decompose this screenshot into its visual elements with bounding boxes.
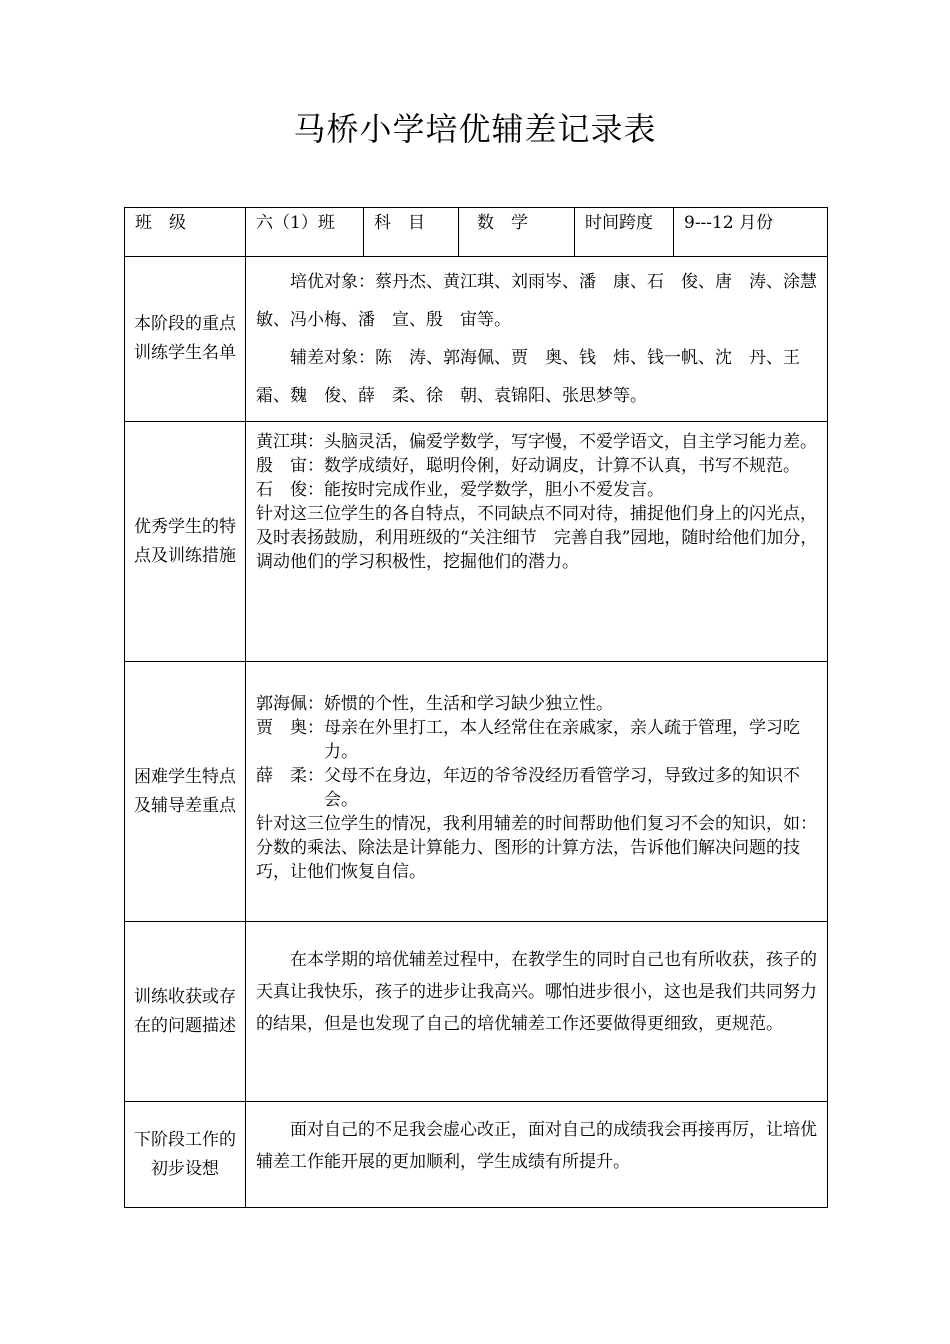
- excellent-content: [246, 422, 828, 662]
- class-label: 班 级: [125, 208, 246, 257]
- difficult-content: [246, 662, 828, 922]
- trait-item: [256, 764, 819, 812]
- page-title: 马桥小学培优辅差记录表: [293, 110, 657, 148]
- header-row: [125, 208, 828, 257]
- difficult-label: 困难学生特点及辅导差重点: [125, 662, 246, 922]
- trait-item: [256, 454, 819, 478]
- trait-item: [256, 430, 819, 454]
- student-name: 薛 柔：: [256, 766, 324, 786]
- student-trait: 数学成绩好，聪明伶俐，好动调皮，计算不认真，书写不规范。: [324, 456, 800, 476]
- student-name: 殷 宙：: [256, 456, 324, 476]
- student-name: 郭海佩：: [256, 694, 324, 714]
- student-trait: 头脑灵活，偏爱学数学，写字慢，不爱学语文，自主学习能力差。: [324, 432, 817, 452]
- subject-value: 数 学: [459, 208, 575, 257]
- students-content: [246, 257, 828, 422]
- students-row: [125, 257, 828, 422]
- record-table: [124, 207, 828, 1208]
- student-trait: 娇惯的个性，生活和学习缺少独立性。: [324, 694, 613, 714]
- trait-item: [256, 692, 819, 716]
- students-label: 本阶段的重点训练学生名单: [125, 257, 246, 422]
- gains-content: [246, 922, 828, 1102]
- time-value: 9---12 月份: [674, 208, 828, 257]
- excellent-measure: 针对这三位学生的各自特点，不同缺点不同对待，捕捉他们身上的闪光点，及时表扬鼓励，利用班级的“关注细节 完善自我”园地，随时给他们加分，调动他们的学习积极性，挖掘他们的潜力。: [256, 504, 818, 572]
- gains-text: 在本学期的培优辅差过程中，在教学生的同时自己也有所收获，孩子的天真让我快乐，孩子的进步让我高兴。哪怕进步很小，这也是我们共同努力的结果，但是也发现了自己的培优辅差工作还要做得更细致，更规范。: [256, 950, 817, 1034]
- subject-label: 科 目: [364, 208, 459, 257]
- difficult-measure: 针对这三位学生的情况，我利用辅差的时间帮助他们复习不会的知识，如：分数的乘法、除法是计算能力、图形的计算方法，告诉他们解决问题的技巧，让他们恢复自信。: [256, 814, 817, 882]
- plan-text: 面对自己的不足我会虚心改正，面对自己的成绩我会再接再厉，让培优辅差工作能开展的更加顺利，学生成绩有所提升。: [256, 1120, 817, 1172]
- weak-list: 辅差对象：陈 涛、郭海佩、贾 奥、钱 炜、钱一帆、沈 丹、王 霜、魏 俊、薛 柔、徐 朝、袁锦阳、张思梦等。: [256, 348, 817, 406]
- student-name: 黄江琪：: [256, 432, 324, 452]
- excellent-row: [125, 422, 828, 662]
- plan-content: [246, 1102, 828, 1208]
- student-trait: 能按时完成作业，爱学数学，胆小不爱发言。: [324, 480, 664, 500]
- student-trait: 母亲在外里打工，本人经常住在亲戚家，亲人疏于管理，学习吃力。: [324, 718, 800, 762]
- student-name: 贾 奥：: [256, 718, 324, 738]
- gains-label: 训练收获或存在的问题描述: [125, 922, 246, 1102]
- trait-item: [256, 716, 819, 764]
- plan-label: 下阶段工作的初步设想: [125, 1102, 246, 1208]
- excellent-label: 优秀学生的特点及训练措施: [125, 422, 246, 662]
- time-label: 时间跨度: [575, 208, 674, 257]
- difficult-row: [125, 662, 828, 922]
- plan-row: [125, 1102, 828, 1208]
- excellent-list: 培优对象：蔡丹杰、黄江琪、刘雨岑、潘 康、石 俊、唐 涛、涂慧敏、冯小梅、潘 宣、殷 宙等。: [256, 272, 817, 330]
- student-name: 石 俊：: [256, 480, 324, 500]
- class-value: 六（1）班: [246, 208, 364, 257]
- trait-item: [256, 478, 819, 502]
- student-trait: 父母不在身边，年迈的爷爷没经历看管学习，导致过多的知识不会。: [324, 766, 800, 810]
- gains-row: [125, 922, 828, 1102]
